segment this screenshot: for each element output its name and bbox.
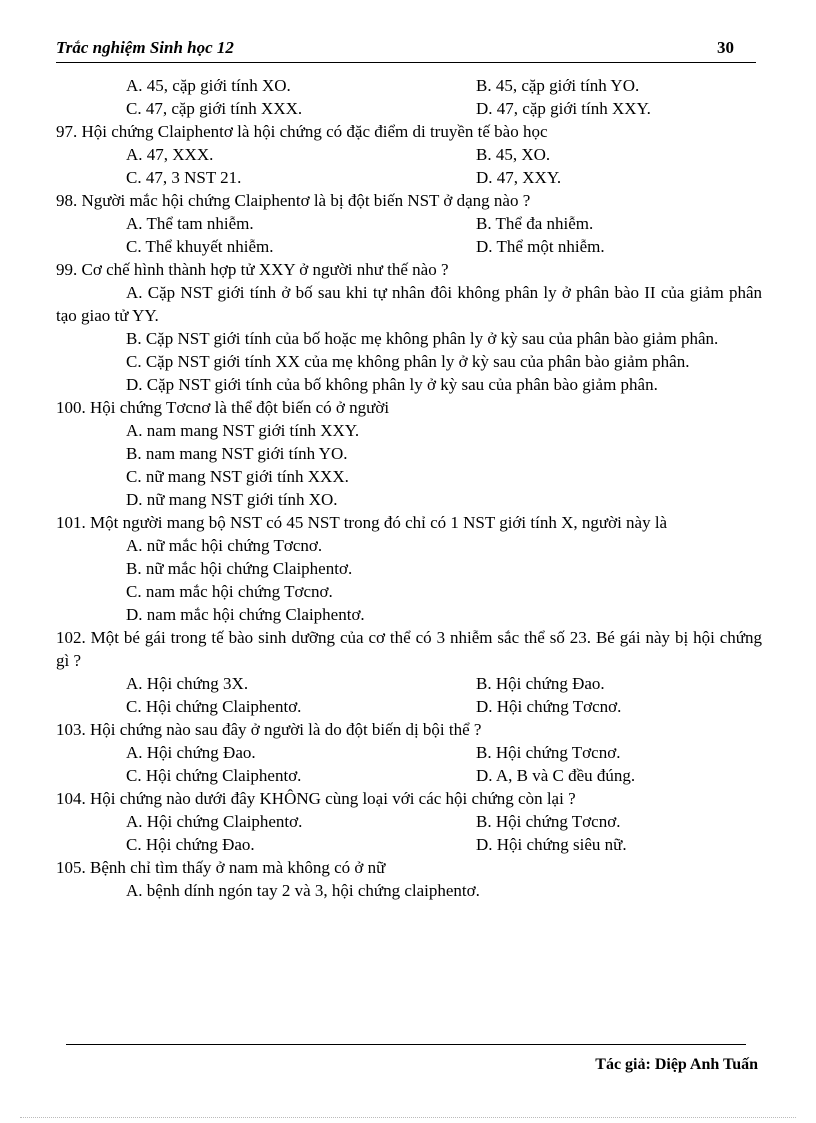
- question: 103. Hội chứng nào sau đây ở người là do đột biến dị bội thể ?: [56, 720, 482, 739]
- question-list: [56, 74, 762, 902]
- answer-option: [56, 281, 762, 327]
- answer-option: B. 45, cặp giới tính YO.: [476, 76, 640, 95]
- answer-option: A. 45, cặp giới tính XO.: [126, 76, 291, 95]
- answer-option: [56, 327, 762, 350]
- answer-option: B. nam mang NST giới tính YO.: [126, 444, 348, 463]
- question: 97. Hội chứng Claiphentơ là hội chứng có đặc điểm di truyền tế bào học: [56, 122, 548, 141]
- answer-option: A. bệnh dính ngón tay 2 và 3, hội chứng claiphentơ.: [126, 881, 480, 900]
- option-row: [56, 74, 762, 97]
- answer-option: D. Thể một nhiễm.: [476, 237, 605, 256]
- option-row: [56, 810, 762, 833]
- answer-option: B. Hội chứng Tơcnơ.: [476, 743, 621, 762]
- answer-option: D. Hội chứng siêu nữ.: [476, 835, 627, 854]
- page-edge: [20, 1117, 796, 1118]
- answer-option: D. nữ mang NST giới tính XO.: [126, 490, 338, 509]
- answer-option: A. Hội chứng Claiphentơ.: [126, 812, 303, 831]
- answer-option: B. nữ mắc hội chứng Claiphentơ.: [126, 559, 353, 578]
- answer-text: B. Cặp NST giới tính của bố hoặc mẹ không phân ly ở kỳ sau của phân bào giảm phân.: [126, 329, 719, 348]
- answer-option: D. 47, XXY.: [476, 168, 562, 187]
- answer-option: C. nữ mang NST giới tính XXX.: [126, 467, 349, 486]
- answer-option: A. nữ mắc hội chứng Tơcnơ.: [126, 536, 323, 555]
- footer-divider: [66, 1044, 746, 1045]
- answer-option: B. Thể đa nhiễm.: [476, 214, 594, 233]
- answer-option: D. 47, cặp giới tính XXY.: [476, 99, 651, 118]
- answer-option: B. 45, XO.: [476, 145, 551, 164]
- question: 101. Một người mang bộ NST có 45 NST trong đó chỉ có 1 NST giới tính X, người này là: [56, 513, 668, 532]
- answer-option: C. Hội chứng Claiphentơ.: [126, 697, 302, 716]
- option-row: [56, 741, 762, 764]
- answer-option: A. Thể tam nhiễm.: [126, 214, 254, 233]
- answer-option: B. Hội chứng Đao.: [476, 674, 605, 693]
- answer-option: A. 47, XXX.: [126, 145, 214, 164]
- answer-option: C. 47, cặp giới tính XXX.: [126, 99, 303, 118]
- answer-option: C. 47, 3 NST 21.: [126, 168, 242, 187]
- author-credit: Tác giả: Diệp Anh Tuấn: [595, 1056, 758, 1073]
- answer-option: A. Hội chứng Đao.: [126, 743, 256, 762]
- answer-option: C. Thể khuyết nhiễm.: [126, 237, 274, 256]
- option-row: [56, 764, 762, 787]
- answer-option: D. nam mắc hội chứng Claiphentơ.: [126, 605, 365, 624]
- option-row: [56, 833, 762, 856]
- question: 104. Hội chứng nào dưới đây KHÔNG cùng loại với các hội chứng còn lại ?: [56, 789, 576, 808]
- answer-option: C. Hội chứng Claiphentơ.: [126, 766, 302, 785]
- answer-option: D. A, B và C đều đúng.: [476, 766, 636, 785]
- option-row: [56, 166, 762, 189]
- answer-option: C. Hội chứng Đao.: [126, 835, 255, 854]
- question: 102. Một bé gái trong tế bào sinh dưỡng của cơ thể có 3 nhiễm sắc thể số 23. Bé gái này bị hội chứng gì ?: [56, 628, 762, 670]
- option-row: [56, 212, 762, 235]
- answer-text: A. Cặp NST giới tính ở bố sau khi tự nhân đôi không phân ly ở phân bào II của giảm phân tạo giao tử YY.: [56, 283, 762, 325]
- question: 99. Cơ chế hình thành hợp tử XXY ở người như thế nào ?: [56, 260, 449, 279]
- answer-option: A. nam mang NST giới tính XXY.: [126, 421, 360, 440]
- answer-option: [56, 350, 762, 373]
- document-title: Trắc nghiệm Sinh học 12: [56, 38, 234, 57]
- answer-text: C. Cặp NST giới tính XX của mẹ không phân ly ở kỳ sau của phân bào giảm phân.: [126, 352, 690, 371]
- answer-option: D. Hội chứng Tơcnơ.: [476, 697, 622, 716]
- option-row: [56, 235, 762, 258]
- option-row: [56, 695, 762, 718]
- option-row: [56, 97, 762, 120]
- question: 100. Hội chứng Tơcnơ là thể đột biến có ở người: [56, 398, 390, 417]
- question: 98. Người mắc hội chứng Claiphentơ là bị đột biến NST ở dạng nào ?: [56, 191, 531, 210]
- answer-option: A. Hội chứng 3X.: [126, 674, 249, 693]
- answer-option: B. Hội chứng Tơcnơ.: [476, 812, 621, 831]
- answer-option: C. nam mắc hội chứng Tơcnơ.: [126, 582, 333, 601]
- page-number: 30: [717, 38, 734, 57]
- answer-option: [56, 373, 762, 396]
- page-header: [56, 38, 756, 63]
- option-row: [56, 143, 762, 166]
- answer-text: D. Cặp NST giới tính của bố không phân ly ở kỳ sau của phân bào giảm phân.: [126, 375, 658, 394]
- question: 105. Bệnh chỉ tìm thấy ở nam mà không có ở nữ: [56, 858, 386, 877]
- option-row: [56, 672, 762, 695]
